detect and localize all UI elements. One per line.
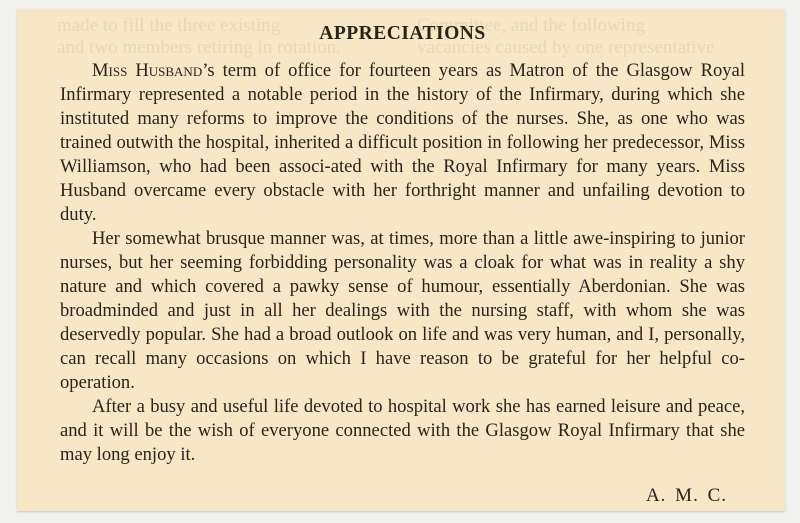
paragraph-2: Her somewhat brusque manner was, at times, more than a little awe-inspiring to junior nurses, but her seeming forbidding personality was a cloak for what was in reality a shy nature and which covered a pawky sense of humour, essentially Aberdonian. She was broadminded and just in all her dealings with the nursing staff, with whom she was deservedly popular. She had a broad outlook on life and was very human, and I, personally, can recall many occasions on which I have reason to be grateful for her helpful co-operation. bbox=[60, 228, 745, 393]
paragraph-3: After a busy and useful life devoted to hospital work she has earned leisure and peace, and it will be the wish of everyone connected with the Glasgow Royal Infirmary that she may long enjoy it. bbox=[60, 396, 745, 465]
newspaper-clipping bbox=[17, 9, 785, 511]
paragraph-1 bbox=[60, 59, 745, 227]
bleed-through-text-top-left: made to fill the three existing and two members retiring in rotation. bbox=[57, 15, 341, 58]
subject-name: Miss Husband bbox=[92, 60, 203, 81]
article bbox=[60, 23, 745, 467]
bleed-through-text-top-right: Committee, and the following vacancies caused by one representative bbox=[417, 15, 715, 58]
article-title: APPRECIATIONS bbox=[319, 23, 486, 44]
author-signature: A. M. C. bbox=[645, 485, 727, 506]
paragraph-1-text: ’s term of office for fourteen years as Matron of the Glasgow Royal Infirmary represented a notable period in the history of the Infirmary, during which she instituted many reforms to improve the conditions of the nurses. She, as one who was trained outwith the hospital, inherited a difficult position in following her predecessor, Miss Williamson, who had been associ-ated with the Royal Infirmary for many years. Miss Husband overcame every obstacle with her forthright manner and unfailing devotion to duty. bbox=[60, 60, 745, 225]
